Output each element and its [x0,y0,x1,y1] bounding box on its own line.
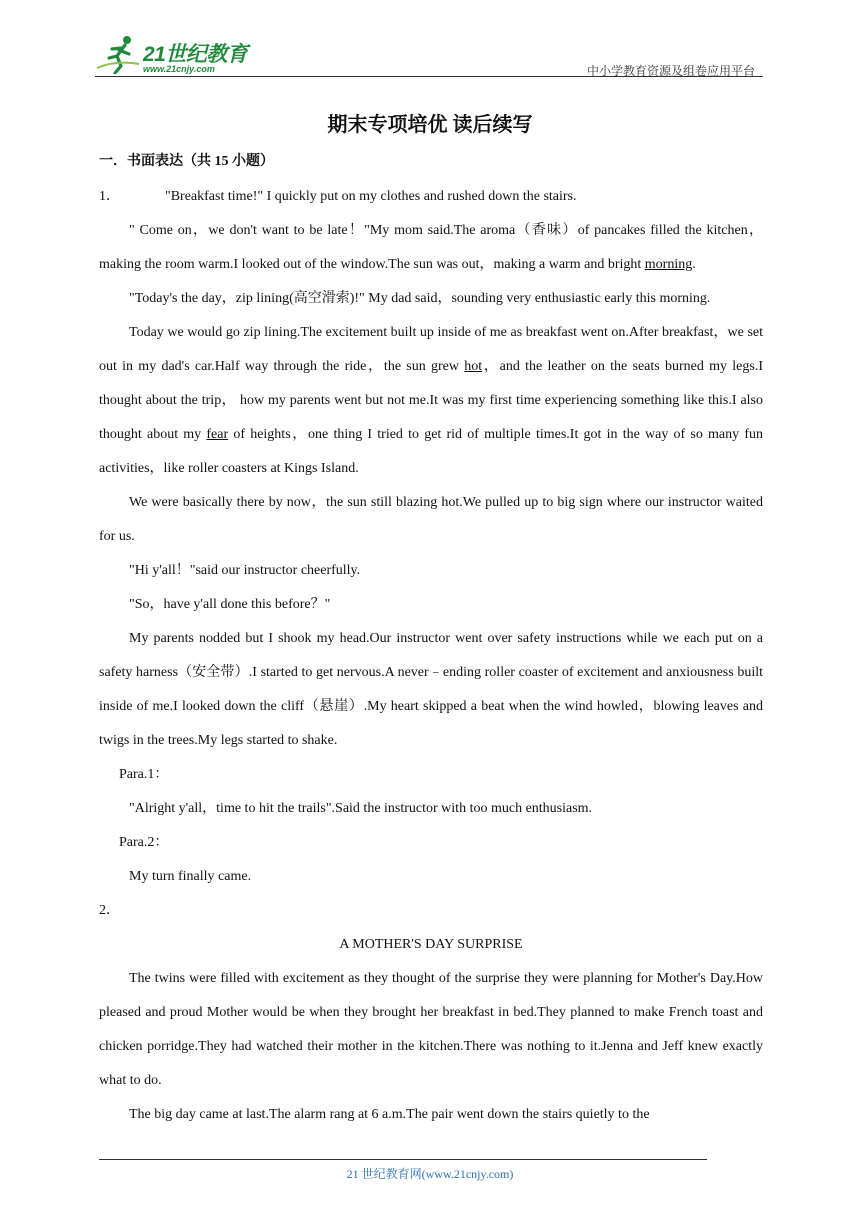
question-number: 2． [99,903,120,918]
underlined-word: hot [464,359,483,374]
page-title: 期末专项培优 读后续写 [327,114,533,136]
header-divider [95,76,763,77]
paragraph-text: Today we would go zip lining.The excitement built up inside of me as breakfast went on.After breakfast，we set out in my dad's car.Half way through the ride，the sun grew [99,325,763,374]
footer-divider [99,1159,707,1160]
paragraph [99,316,763,486]
q2-heading: A MOTHER'S DAY SURPRISE [339,937,523,952]
paragraph [99,214,763,282]
q1-first-line [99,180,763,214]
question-number: 1． [99,189,120,204]
platform-name: 中小学教育资源及组卷应用平台 [586,64,755,78]
paragraph-text: of heights，one thing I tried to get rid of multiple times.It got in the way of so many fun activities，like roller coasters at Kings Island. [99,427,764,476]
section-heading: 一．书面表达（共 15 小题） [99,154,274,169]
paragraph: We were basically there by now，the sun still blazing hot.We pulled up to big sign where our instructor waited for us. [99,495,763,544]
para1-text: "Alright y'all，time to hit the trails".Said the instructor with too much enthusiasm. [129,801,593,816]
paragraph: The twins were filled with excitement as they thought of the surprise they were planning for Mother's Day.How pleased and proud Mother would be when they brought her breakfast in bed.They planned to make French toast and chicken porridge.They had watched their mother in the kitchen.There was nothing to it.Jenna and Jeff knew exactly what to do. [99,971,763,1088]
paragraph: "Today's the day，zip lining(高空滑索)!" My dad said，sounding very enthusiastic early this morning. [129,291,711,306]
logo-url: www.21cnjy.com [143,64,215,74]
footer-link[interactable]: 21 世纪教育网(www.21cnjy.com) [346,1167,514,1181]
underlined-word: morning [644,257,693,272]
q1-first-line-text: "Breakfast time!" I quickly put on my clothes and rushed down the stairs. [165,189,577,204]
paragraph: The big day came at last.The alarm rang at 6 a.m.The pair went down the stairs quietly to the [129,1107,650,1122]
para2-label: Para.2： [119,835,169,850]
paragraph: My parents nodded but I shook my head.Our instructor went over safety instructions while we each put on a safety harness（安全带）.I started to get nervous.A never﹣ending roller coaster of excitement and anxiousness built inside of me.I looked down the cliff（悬崖）.My heart skipped a beat when the wind howled，blowing leaves and twigs in the trees.My legs started to shake. [99,631,763,748]
paragraph-text: ，and the leather on the seats burned my legs.I thought about the trip， how my parents went but not me.It was my first time experiencing something like this.I also thought about my [99,359,763,442]
underlined-word: fear [206,427,229,442]
logo [95,34,265,76]
paragraph-text: . [692,257,696,272]
paragraph: "So，have y'all done this before？" [129,597,331,612]
para2-text: My turn finally came. [129,869,252,884]
runner-icon [95,34,141,74]
paragraph: "Hi y'all！"said our instructor cheerfully. [129,563,361,578]
paragraph-text: " Come on，we don't want to be late！"My mom said.The aroma（香味）of pancakes filled the kitchen，making the room warm.I looked out of the window.The sun was out，making a warm and bright [99,223,763,272]
logo-text: 21世纪教育 [143,43,248,66]
para1-label: Para.1： [119,767,169,782]
document-body [99,180,763,1132]
page-header [95,30,763,80]
